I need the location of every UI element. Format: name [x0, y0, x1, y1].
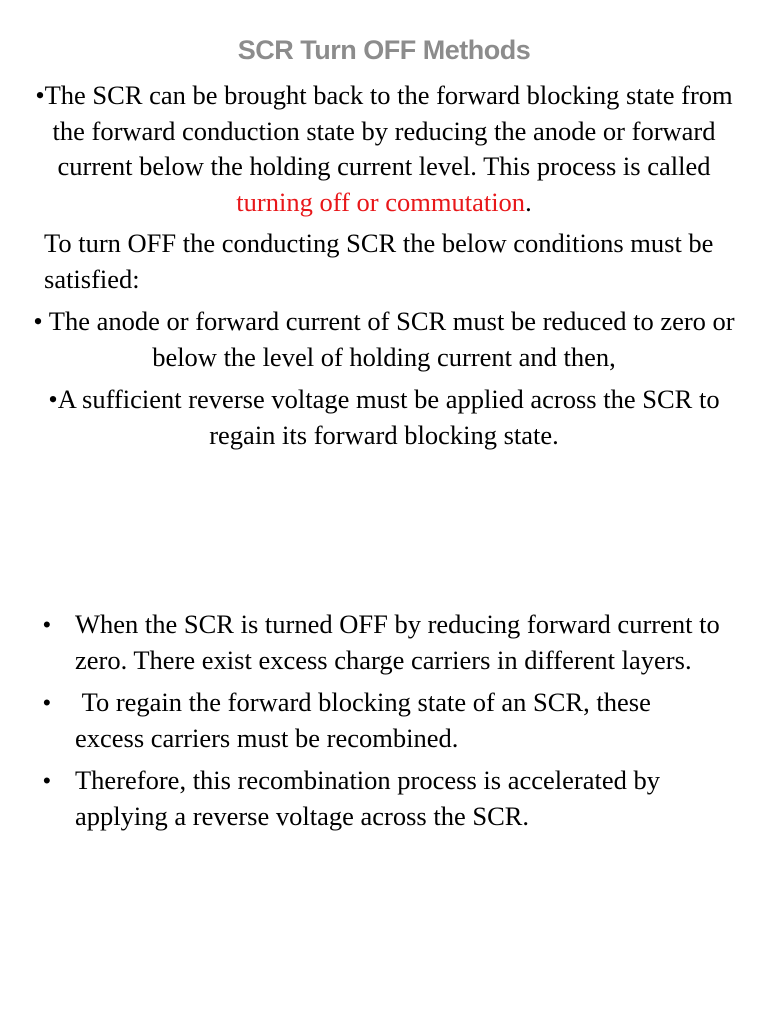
- slide-title: SCR Turn OFF Methods: [237, 35, 531, 65]
- intro-paragraph: [24, 78, 744, 220]
- condition-current: • The anode or forward current of SCR must be reduced to zero or below the level of holding current and then,: [33, 306, 735, 372]
- bullet-icon: •: [43, 612, 51, 637]
- bullet-icon: •: [43, 690, 51, 715]
- bullet-text: Therefore, this recombination process is accelerated by applying a reverse voltage across the SCR.: [75, 765, 660, 831]
- bullet-icon: •: [43, 768, 51, 793]
- list-item: [40, 685, 720, 756]
- commutation-highlight: turning off or commutation: [236, 186, 526, 217]
- intro-suffix: .: [525, 186, 532, 217]
- list-item: [40, 607, 720, 678]
- list-item: [40, 763, 720, 834]
- bullet-text: When the SCR is turned OFF by reducing forward current to zero. There exist excess charge carriers in different layers.: [75, 609, 720, 675]
- recombination-bullet-list: [40, 607, 720, 841]
- conditions-intro: To turn OFF the conducting SCR the below conditions must be satisfied:: [44, 228, 714, 294]
- bullet-text: To regain the forward blocking state of an SCR, these excess carriers must be recombined.: [75, 687, 658, 753]
- intro-text: •The SCR can be brought back to the forward blocking state from the forward conduction state by reducing the anode or forward current below the holding current level. This process is called: [35, 80, 733, 181]
- condition-voltage: •A sufficient reverse voltage must be applied across the SCR to regain its forward blocking state.: [48, 384, 720, 450]
